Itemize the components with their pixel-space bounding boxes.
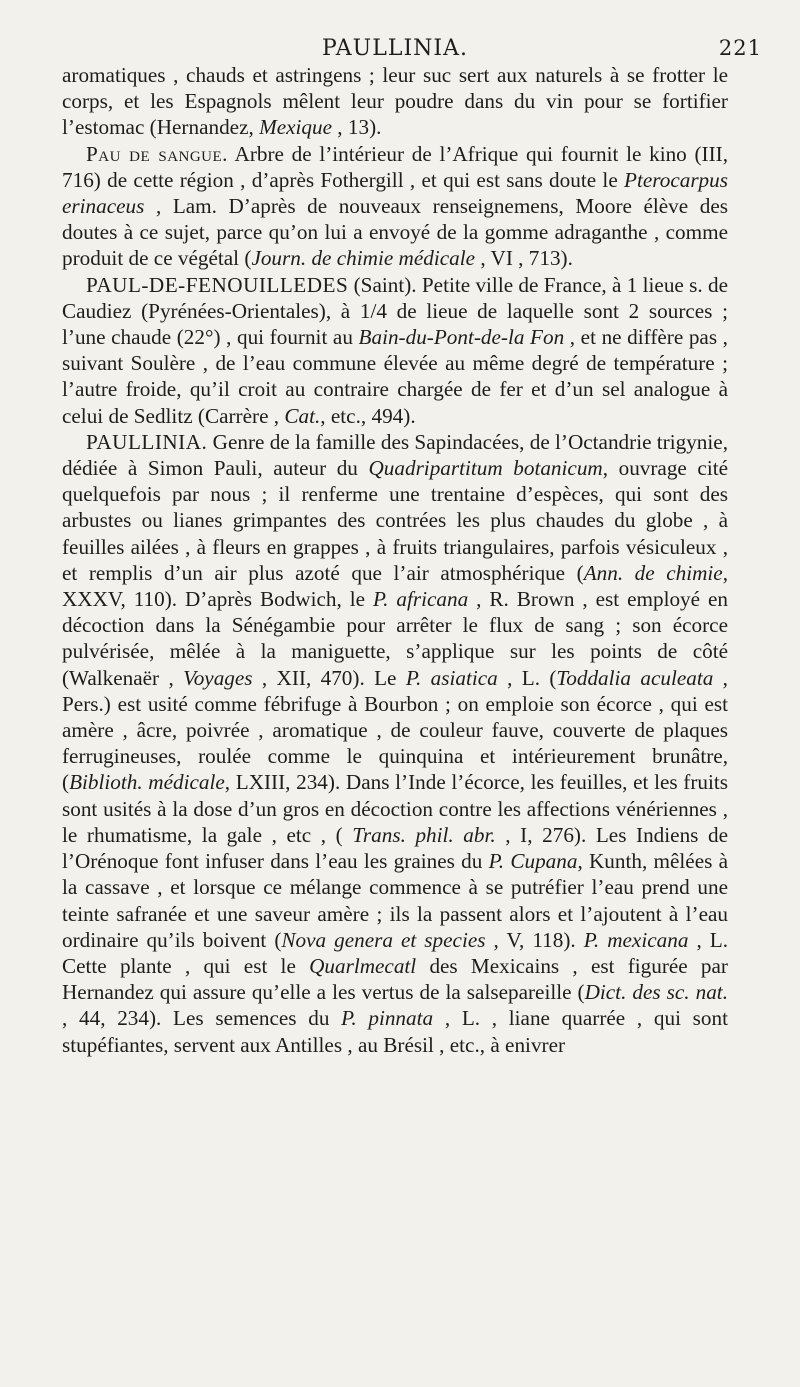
italic-reference: P. africana xyxy=(372,587,469,612)
text-run: , etc., 494). xyxy=(320,403,416,428)
text-run: , V, 118). xyxy=(485,927,584,952)
entry-headword: PAULLINIA. xyxy=(86,429,208,454)
italic-reference: Quadripartitum botanicum xyxy=(368,456,603,481)
page-number: 221 xyxy=(718,36,762,60)
italic-reference: P. mexicana xyxy=(583,927,689,952)
italic-reference: P. pinnata xyxy=(341,1006,434,1031)
entry-headword: PAUL-DE-FENOUILLEDES xyxy=(86,272,349,297)
text-run: , R. Brown , est employé en décoction dans la Sénégambie pour arrêter le flux de sang ; son écorce pulvérisée, mêlée à la maniguette, s’applique sur les points de côté (Walkenaër , xyxy=(62,587,728,690)
paragraph-continuation xyxy=(62,62,728,141)
italic-reference: Cat. xyxy=(284,403,321,428)
text-run: , I, 276). Les Indiens de l’Orénoque font infuser dans l’eau les graines du xyxy=(62,822,728,874)
text-run: aromatiques , chauds et astringens ; leur suc sert aux naturels à se frotter le corps, et les Espagnols mêlent leur poudre dans du vin pour se fortifier l’estomac (Hernandez, xyxy=(62,63,728,140)
text-run: , L. , liane quarrée , qui sont stupéfiantes, servent aux Antilles , au Brésil , etc., à enivrer xyxy=(62,1006,729,1057)
italic-reference: Toddalia aculeata xyxy=(556,665,714,690)
text-run: , 13). xyxy=(332,115,382,140)
italic-reference: Ann. de chimie xyxy=(583,560,723,585)
entry-paullinia xyxy=(62,429,728,1058)
italic-reference: Mexique xyxy=(259,115,332,140)
italic-reference: P. Cupana xyxy=(488,849,578,874)
text-run: , XXXV, 110). D’après Bodwich, le xyxy=(62,560,728,612)
text-run: , XII, 470). Le xyxy=(252,665,406,690)
italic-reference: P. asiatica xyxy=(405,665,498,690)
italic-reference: Journ. de chimie médicale xyxy=(251,246,476,271)
text-run: , Pers.) est usité comme fébrifuge à Bourbon ; on emploie son écorce , qui est amère , âcre, poivrée , aromatique , de couleur fauve, couverte de plaques ferrugineuses, roulée comme le quinquina et intérieurement brunâtre, ( xyxy=(62,665,728,795)
text-run: Arbre de l’intérieur de l’Afrique qui fournit le kino (III, 716) de cette région , d’après Fothergill , et qui est sans doute le xyxy=(62,141,728,192)
text-run: , Kunth, mêlées à la cassave , et lorsque ce mélange commence à se putréfier l’eau prend une teinte safranée et une saveur amère ; ils la passent alors et l’ajoutent à l’eau ordinaire qu’ils boivent ( xyxy=(62,849,729,952)
entry-pau-de-sangue xyxy=(62,141,728,272)
text-run: , VI , 713). xyxy=(475,246,573,271)
body-text xyxy=(62,62,728,1058)
text-run: , et ne diffère pas , suivant Soulère , de l’eau commune élevée au même degré de température ; l’autre froide, qu’il croit au contraire chargée de fer et d’un sel analogue à celui de Sedlitz (Carrère , xyxy=(62,325,728,428)
italic-reference: Voyages xyxy=(183,665,253,690)
italic-reference: Biblioth. médicale xyxy=(69,770,225,795)
text-run: , ouvrage cité quelquefois par nous ; il renferme une trentaine d’espèces, qui sont des arbustes ou lianes grimpantes des contrées les plus chaudes du globe , à feuilles ailées , à fleurs en grappes , à fruits triangulaires, parfois vésiculeux , et remplis d’un air plus azoté que l’air atmosphérique ( xyxy=(62,456,728,585)
italic-reference: Nova genera et species xyxy=(281,927,486,952)
italic-reference: Quarlmecatl xyxy=(309,953,417,978)
text-run: (Saint). Petite ville de France, à 1 lieue s. de Caudiez (Pyrénées-Orientales), à 1/4 de lieue de laquelle sont 2 sources ; l’une chaude (22°) , qui fournit au xyxy=(62,272,728,350)
text-run: , 44, 234). Les semences du xyxy=(62,1006,342,1031)
text-run: Genre de la famille des Sapindacées, de l’Octandrie trigynie, dédiée à Simon Pauli, auteur du xyxy=(62,429,728,481)
italic-reference: Dict. des sc. nat. xyxy=(584,980,728,1005)
entry-headword: Pau de sangue. xyxy=(86,141,228,166)
text-run: , L. ( xyxy=(497,665,557,690)
running-head xyxy=(62,32,762,62)
text-run: , L. Cette plante , qui est le xyxy=(62,927,728,978)
italic-reference: Trans. phil. abr. xyxy=(352,822,496,847)
italic-reference: Bain-du-Pont-de-la Fon xyxy=(358,325,565,350)
italic-reference: Pterocarpus erinaceus xyxy=(62,167,728,219)
text-run: , LXIII, 234). Dans l’Inde l’écorce, les feuilles, et les fruits sont usités à la dose d’un gros en décoction contre les affections vénériennes , le rhumatisme, la gale , etc , ( xyxy=(62,770,728,847)
text-run: des Mexicains , est figurée par Hernandez qui assure qu’elle a les vertus de la salsepareille ( xyxy=(62,953,728,1005)
text-run: , Lam. D’après de nouveaux renseignemens, Moore élève des doutes à ce sujet, parce qu’on lui a envoyé de la gomme adraganthe , comme produit de ce végétal ( xyxy=(62,194,728,271)
entry-paul-de-fenouilledes xyxy=(62,272,728,429)
running-title: PAULLINIA. xyxy=(322,36,468,61)
